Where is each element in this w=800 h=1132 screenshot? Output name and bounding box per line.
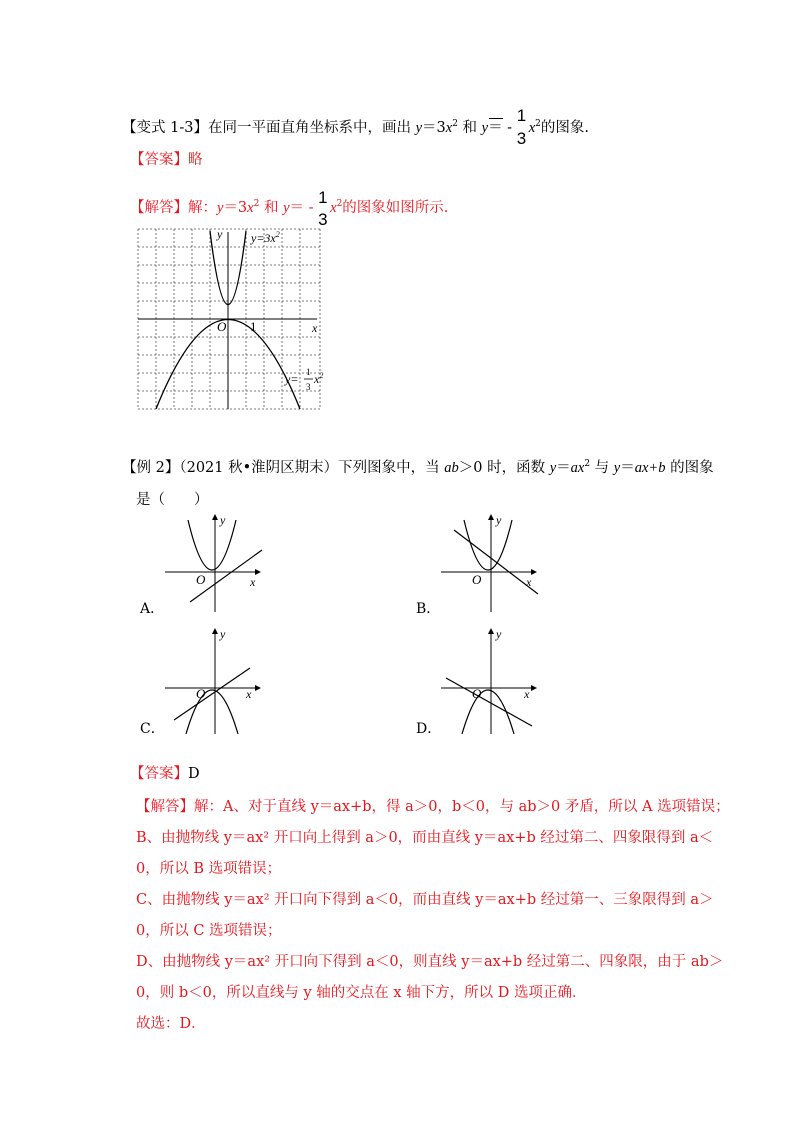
origin-label: O xyxy=(217,319,227,334)
svg-text:O: O xyxy=(196,686,206,701)
option-d-graph xyxy=(436,626,546,736)
svg-text:x: x xyxy=(250,575,256,589)
option-b-graph xyxy=(436,512,546,612)
svg-text:y: y xyxy=(496,627,502,641)
explain2-line4: C、由抛物线 y＝ax² 开口向下得到 a＜0，而由直线 y＝ax+b 经过第一、三象限得到 a＞ xyxy=(136,892,714,908)
svg-text:x: x xyxy=(524,687,530,701)
example2-question-line2: 是（ ） xyxy=(136,492,209,508)
option-a-label[interactable]: A． xyxy=(140,601,165,617)
svg-text:y: y xyxy=(496,513,502,527)
example2-question: 【例 2】（2021 秋•淮阴区期末）下列图象中，当 ab＞0 时，函数 $y=ax^2$ 与 y＝ax+b 的图象 xyxy=(122,459,714,476)
explain2-line2: B、由抛物线 y＝ax² 开口向上得到 a＞0，而由直线 y＝ax+b 经过第二、四象限得到 a＜ xyxy=(136,830,714,846)
svg-text:1: 1 xyxy=(306,367,311,377)
svg-text:y: y xyxy=(220,627,226,641)
svg-text:x: x xyxy=(246,687,252,701)
explain2-line7: 0，则 b＜0，所以直线与 y 轴的交点在 x 轴下方，所以 D 选项正确． xyxy=(136,985,587,1001)
svg-text:O: O xyxy=(472,572,482,587)
tick-label-1: 1 xyxy=(250,319,257,334)
option-d-label[interactable]: D． xyxy=(416,721,442,737)
svg-text:y: y xyxy=(220,513,226,527)
fraction-bar xyxy=(489,118,503,119)
explain1: 【解答】解：$y=3x^2$ 和 y＝ - 1 3 $x^2$的图象如图所示. xyxy=(130,188,449,229)
svg-text:x: x xyxy=(526,575,532,589)
graph-parabolas xyxy=(137,228,322,413)
curve-label-top: $y=3x^2$ xyxy=(251,230,280,245)
explain2-line6: D、由抛物线 y＝ax² 开口向下得到 a＜0，则直线 y＝ax+b 经过第二、四象限，由于 ab＞ xyxy=(136,954,724,970)
explain2-line5: 0，所以 C 选项错误； xyxy=(136,923,282,939)
explain2-line8: 故选：D． xyxy=(136,1016,206,1032)
svg-text:O: O xyxy=(196,572,206,587)
answer2: 【答案】D xyxy=(130,766,200,782)
answer1: 【答案】略 xyxy=(130,152,203,168)
curve-label-bottom: y= xyxy=(285,372,299,386)
svg-text:x2: $x^2$ xyxy=(314,371,324,386)
option-b-label[interactable]: B． xyxy=(416,601,441,617)
option-c-label[interactable]: C． xyxy=(140,721,165,737)
variant-question: 【变式 1-3】在同一平面直角坐标系中，画出 $y=3x^2$ 和 y＝ - 1 3 $x^2$的图象. xyxy=(122,106,589,148)
explain2-line3: 0，所以 B 选项错误； xyxy=(136,861,282,877)
svg-text:3: 3 xyxy=(306,382,311,392)
axis-label-y: y xyxy=(217,227,223,241)
option-a-graph xyxy=(160,512,270,612)
option-c-graph xyxy=(160,626,270,736)
explain2-line1: 【解答】解：A、对于直线 y＝ax+b，得 a＞0，b＜0，与 ab＞0 矛盾，所以 A 选项错误； xyxy=(136,799,730,815)
svg-text:O: O xyxy=(472,686,482,701)
axis-label-x: x xyxy=(312,321,318,335)
